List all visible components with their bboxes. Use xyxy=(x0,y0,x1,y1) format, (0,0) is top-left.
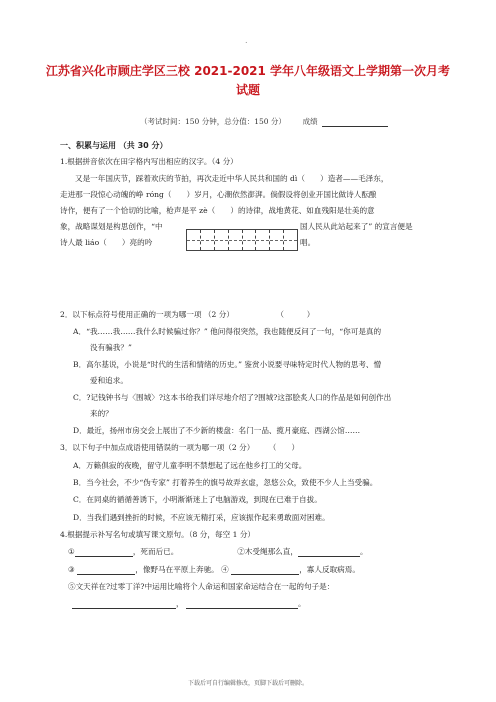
q3-answer-paren: （ ） xyxy=(268,443,300,452)
title-line-1: 江苏省兴化市顾庄学区三校 2021-2021 学年八年级语文上学期第一次月考 xyxy=(45,64,451,78)
q1-line-5: 诗人最 liáo（ ）亮的吟 xyxy=(60,238,153,247)
q2-option-b: B．高尔基说，小说是“时代的生活和情绪的历史。” 鉴赏小说要寻味特定时代人物的思考、憎 xyxy=(73,360,382,369)
q4-item-3-num: ③ xyxy=(68,565,75,574)
q2-option-d: D．最近，扬州市房交会上展出了不少新的楼盘：名门一品、揽月豪庭、西湖公馆…… xyxy=(73,426,361,435)
answer-blank xyxy=(231,566,299,575)
q2-option-a: A．“我……我……我什么时候骗过你？” 他问得很突然，我也随便反问了一句，“你可是真的 xyxy=(73,327,382,336)
q4-stem: 4.根据提示补写名句或填写课文原句。（8 分，每空 1 分） xyxy=(60,530,256,539)
q1-line-1: 又是一年国庆节，踩着欢庆的节拍，再次走近中华人民共和国的 dì（ ）造者——毛泽东， xyxy=(75,174,389,183)
answer-blank xyxy=(186,600,298,609)
q3-stem-text: 3．以下句子中加点成语使用错误的一项为哪一项（2 分） xyxy=(60,443,255,452)
grid-cell xyxy=(229,230,243,250)
q3-option-a: A．万籁俱寂的夜晚，留守儿童李明不禁想起了远在他乡打工的父母。 xyxy=(73,461,307,470)
score-blank xyxy=(322,118,388,127)
answer-blank xyxy=(298,548,360,557)
q4-item-1-text: ，死而后已。 xyxy=(132,547,179,556)
q2-option-b-cont: 爱和追求。 xyxy=(90,376,128,385)
document-title xyxy=(40,62,456,100)
q2-stem xyxy=(60,310,314,320)
q1-line-5-cont: 唱。 xyxy=(300,238,316,247)
grid-cell xyxy=(215,230,229,250)
q2-answer-paren: （ ） xyxy=(276,310,315,319)
q4-row-2 xyxy=(68,565,360,575)
answer-blank xyxy=(77,566,135,575)
q4-row-1 xyxy=(68,547,368,557)
q4-item-2-end: 。 xyxy=(359,547,368,556)
q4-item-4-text: ，寡人反取病焉。 xyxy=(299,565,360,574)
q1-stem: 1.根据拼音依次在田字格内写出相应的汉字。（4 分） xyxy=(60,157,238,166)
grid-cell xyxy=(284,230,297,250)
q2-stem-text: 2．以下标点符号使用正确的一项为哪一项 （2 分） xyxy=(60,310,234,319)
q1-line-3: 诗作，便有了一个恰切的比喻，枪声是平 zè（ ）的诗律，战地黄花、如血残阳是壮美的意 xyxy=(60,206,375,215)
title-line-2: 试题 xyxy=(235,83,260,97)
score-label: 成绩 xyxy=(302,117,318,126)
q2-option-c-cont: 来的？ xyxy=(90,409,113,418)
answer-blank xyxy=(75,548,133,557)
q4-row-5-answers xyxy=(72,599,306,609)
answer-blank xyxy=(72,600,176,609)
grid-cell xyxy=(187,230,201,250)
q4-item-5: ⑤文天祥在?过零丁洋?中运用比喻将个人命运和国家命运结合在一起的句子是： xyxy=(68,582,335,591)
grid-cell xyxy=(243,230,257,250)
q4-item-1-num: ① xyxy=(68,547,75,556)
q4-item-5-end: 。 xyxy=(298,599,306,608)
q4-item-3-text: ，像野马在平原上奔驰。 ④ xyxy=(135,565,229,574)
q1-line-4-cont: 国人民从此站起来了” 的宣言便是 xyxy=(300,222,413,231)
q3-option-c: C．在同桌的循循善诱下，小明渐渐迷上了电脑游戏，到现在已难于自拔。 xyxy=(73,495,322,504)
grid-cell xyxy=(270,230,284,250)
q4-item-2-text: ②木受绳那么直， xyxy=(237,547,298,556)
exam-info-text: （考试时间：150 分钟，总分值：150 分） xyxy=(140,117,286,126)
q2-option-a-cont: 没有骗我？” xyxy=(90,343,132,352)
header-mark: . xyxy=(245,36,248,45)
q3-option-d: D．当我们遇到挫折的时候，不应该无精打采，应该振作起来勇敢面对困难。 xyxy=(73,513,330,522)
q3-stem xyxy=(60,443,299,453)
grid-cell xyxy=(256,230,270,250)
tianzige-grid xyxy=(186,229,298,251)
q2-option-c: C．?记钱钟书与〈围城〉?这本书给我们详尽地介绍了?围城?这部脍炙人口的作品是如何创作出 xyxy=(73,393,392,402)
exam-info xyxy=(140,116,388,127)
grid-cell xyxy=(201,230,215,250)
section-1-title: 一、积累与运用 （共 30 分） xyxy=(60,141,168,150)
page-footer: 下载后可自行编辑修改，页脚下载后可删除。 xyxy=(187,680,308,687)
q3-option-b: B．当今社会，不少“伪专家” 打着养生的旗号故弄玄虚，忽悠公众，致使不少人上当受骗。 xyxy=(73,478,378,487)
q1-line-4: 象，战略谋划是构思创作，“中 xyxy=(60,222,163,231)
q4-item-5-comma: ， xyxy=(176,599,184,608)
q1-line-2: 走进那一段惊心动魄的峥 róng（ ）岁月，心潮依然澎湃。倘假设将创业开国比做诗人酝酿 xyxy=(60,190,377,199)
